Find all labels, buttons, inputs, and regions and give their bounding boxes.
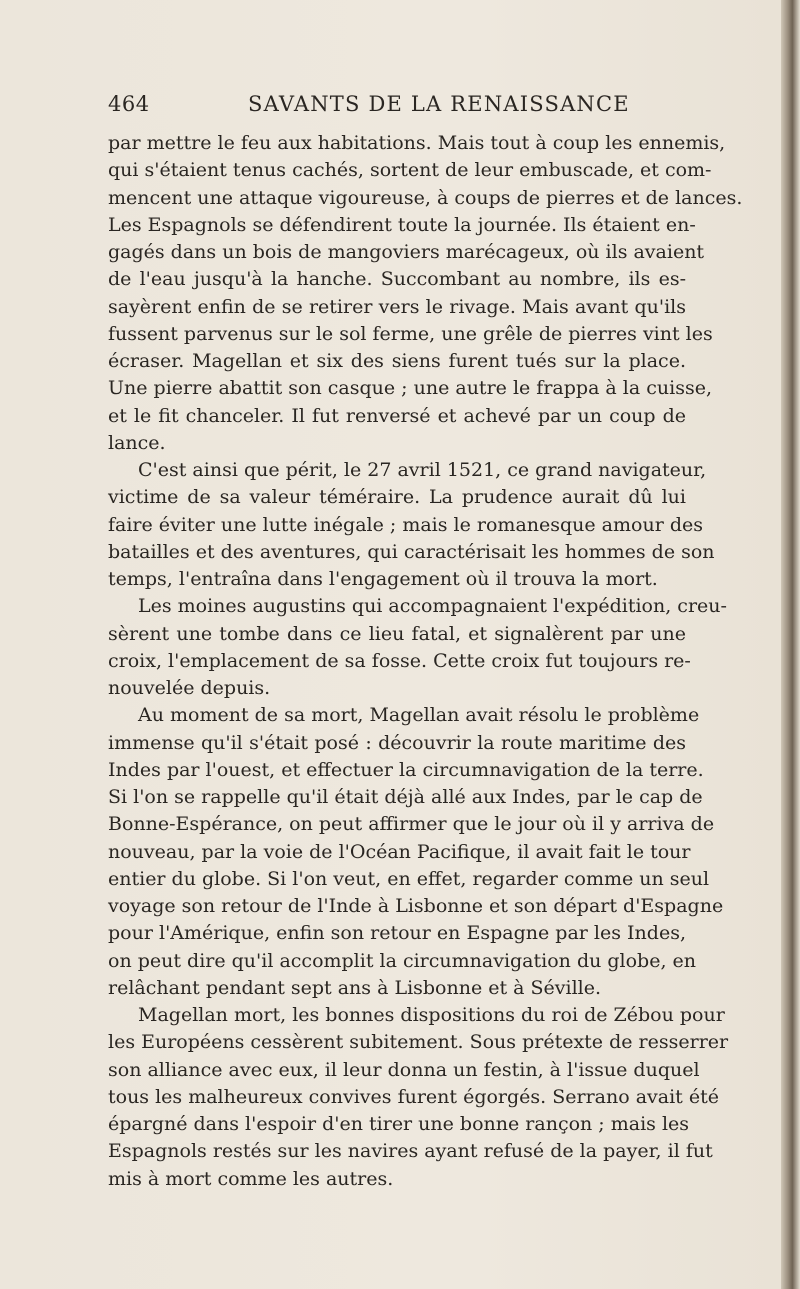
text-line: écraser. Magellan et six des siens furent tués sur la place. (108, 350, 686, 372)
text-line: son alliance avec eux, il leur donna un festin, à l'issue duquel (108, 1058, 700, 1081)
text-line: épargné dans l'espoir d'en tirer une bonne rançon ; mais les (108, 1113, 690, 1135)
book-spine-edge (781, 0, 800, 1289)
text-line: faire éviter une lutte inégale ; mais le romanesque amour des (108, 513, 703, 536)
body-text (108, 130, 743, 1193)
text-line: Les moines augustins qui accompagnaient l'expédition, creu- (138, 595, 727, 618)
text-line: Magellan mort, les bonnes dispositions du roi de Zébou pour (138, 1004, 725, 1026)
text-line: mencent une attaque vigoureuse, à coups de pierres et de lances. (108, 186, 743, 209)
text-line: croix, l'emplacement de sa fosse. Cette croix fut toujours re- (108, 649, 691, 672)
running-head (108, 92, 678, 122)
text-line: Indes par l'ouest, et effectuer la circumnavigation de la terre. (108, 758, 704, 781)
text-line: entier du globe. Si l'on veut, en effet, regarder comme un seul (108, 867, 710, 890)
text-line: gagés dans un bois de mangoviers marécageux, où ils avaient (108, 241, 705, 263)
text-line: par mettre le feu aux habitations. Mais tout à coup les ennemis, (108, 132, 726, 154)
text-line: sèrent une tombe dans ce lieu fatal, et signalèrent par une (108, 622, 686, 645)
text-line: relâchant pendant sept ans à Lisbonne et à Séville. (108, 976, 602, 999)
text-line: les Européens cessèrent subitement. Sous prétexte de resserrer (108, 1031, 729, 1054)
text-line: sayèrent enfin de se retirer vers le rivage. Mais avant qu'ils (108, 295, 686, 318)
text-line: lance. (108, 431, 166, 454)
text-line: Les Espagnols se défendirent toute la journée. Ils étaient en- (108, 213, 696, 236)
text-line: Si l'on se rappelle qu'il était déjà allé aux Indes, par le cap de (108, 786, 703, 808)
text-line: Bonne-Espérance, on peut affirmer que le jour où il y arriva de (108, 813, 715, 836)
text-line: fussent parvenus sur le sol ferme, une grêle de pierres vint les (108, 322, 713, 345)
text-line: nouvelée depuis. (108, 677, 271, 699)
text-line: Au moment de sa mort, Magellan avait résolu le problème (138, 704, 700, 727)
text-line: voyage son retour de l'Inde à Lisbonne et son départ d'Espagne (108, 895, 724, 917)
text-line: et le fit chanceler. Il fut renversé et achevé par un coup de (108, 404, 686, 427)
text-line: Une pierre abattit son casque ; une autre le frappa à la cuisse, (108, 377, 712, 400)
text-line: immense qu'il s'était posé : découvrir la route maritime des (108, 731, 686, 754)
text-line: batailles et des aventures, qui caractérisait les hommes de son (108, 540, 715, 563)
text-line: Espagnols restés sur les navires ayant refusé de la payer, il fut (108, 1140, 713, 1163)
text-line: mis à mort comme les autres. (108, 1167, 394, 1190)
text-line: C'est ainsi que périt, le 27 avril 1521, ce grand navigateur, (138, 459, 707, 481)
text-line: tous les malheureux convives furent égorgés. Serrano avait été (108, 1085, 719, 1108)
running-title: SAVANTS DE LA RENAISSANCE (248, 92, 630, 116)
text-line: de l'eau jusqu'à la hanche. Succombant au nombre, ils es- (108, 268, 686, 291)
text-line: nouveau, par la voie de l'Océan Pacifique, il avait fait le tour (108, 840, 691, 863)
page-number: 464 (108, 92, 150, 116)
text-line: qui s'étaient tenus cachés, sortent de leur embuscade, et com- (108, 159, 712, 182)
text-line: temps, l'entraîna dans l'engagement où il trouva la mort. (108, 568, 658, 590)
text-line: pour l'Amérique, enfin son retour en Espagne par les Indes, (108, 922, 686, 945)
text-line: victime de sa valeur téméraire. La prudence aurait dû lui (108, 486, 686, 509)
text-line: on peut dire qu'il accomplit la circumnavigation du globe, en (108, 949, 697, 972)
